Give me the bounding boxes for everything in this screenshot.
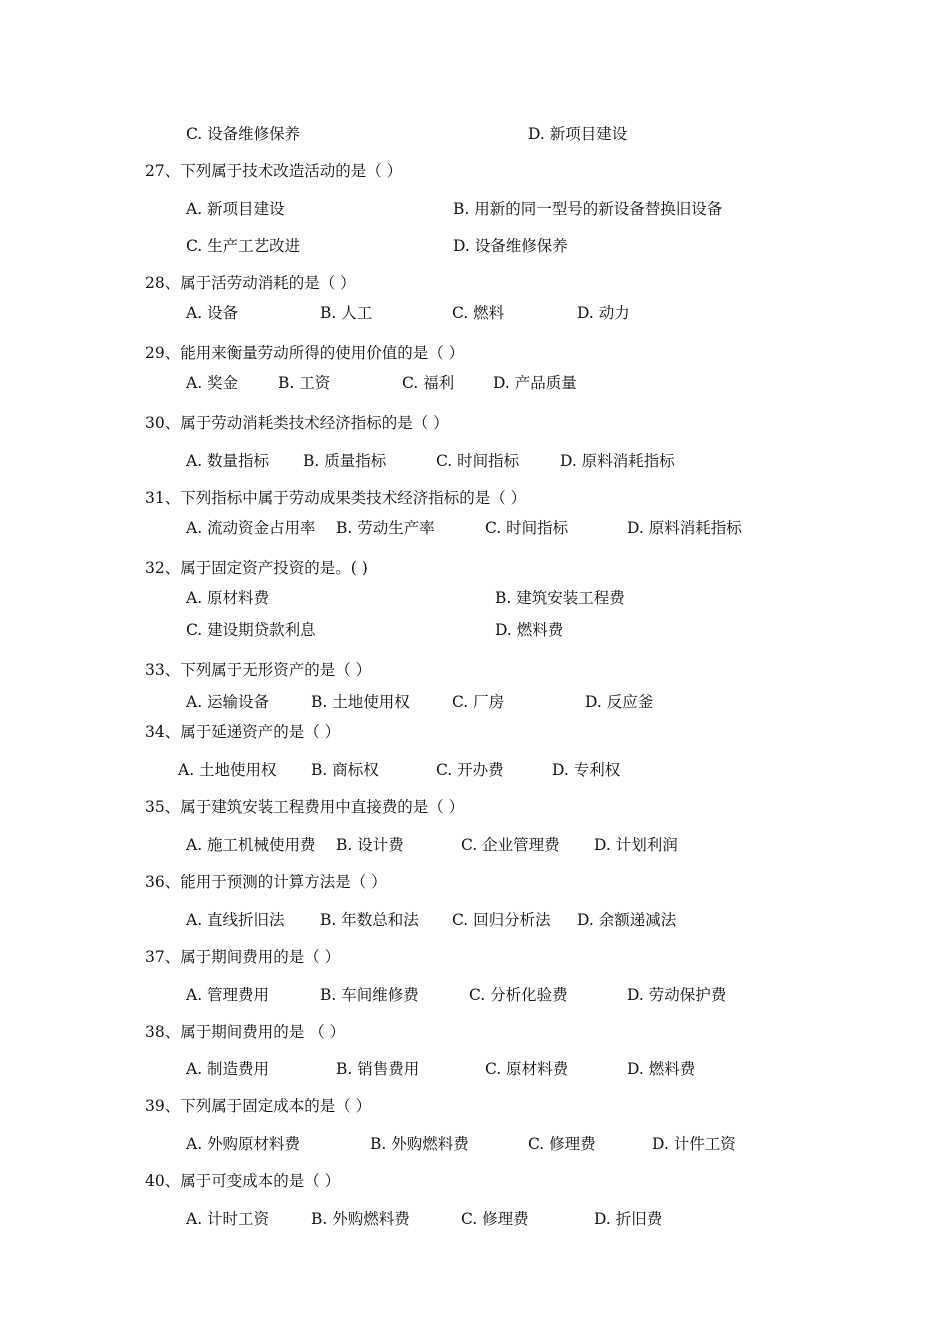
option-a: A. 管理费用 xyxy=(186,986,270,1004)
question-31: 31、下列指标中属于劳动成果类技术经济指标的是（ ） xyxy=(145,489,527,507)
option-d: D. 原料消耗指标 xyxy=(560,452,675,470)
option-b: B. 土地使用权 xyxy=(311,693,410,711)
option-c: C. 设备维修保养 xyxy=(186,125,301,143)
option-c: C. 燃料 xyxy=(452,304,505,322)
option-b: B. 用新的同一型号的新设备替换旧设备 xyxy=(453,200,723,218)
option-c: C. 生产工艺改进 xyxy=(186,237,301,255)
option-b: B. 外购燃料费 xyxy=(370,1135,469,1153)
option-d: D. 反应釜 xyxy=(585,693,654,711)
option-d: D. 计件工资 xyxy=(652,1135,736,1153)
option-b: B. 外购燃料费 xyxy=(311,1210,410,1228)
option-d: D. 燃料费 xyxy=(627,1060,696,1078)
option-c: C. 原材料费 xyxy=(485,1060,569,1078)
question-39: 39、下列属于固定成本的是（ ） xyxy=(145,1097,372,1115)
question-29: 29、能用来衡量劳动所得的使用价值的是（ ） xyxy=(145,344,465,362)
option-c: C. 回归分析法 xyxy=(452,911,551,929)
question-35: 35、属于建筑安装工程费用中直接费的是（ ） xyxy=(145,798,465,816)
option-d: D. 产品质量 xyxy=(493,374,577,392)
question-32: 32、属于固定资产投资的是。( ) xyxy=(145,559,368,577)
option-d: D. 原料消耗指标 xyxy=(627,519,742,537)
option-c: C. 时间指标 xyxy=(436,452,520,470)
option-d: D. 动力 xyxy=(577,304,630,322)
option-b: B. 车间维修费 xyxy=(320,986,419,1004)
option-c: C. 修理费 xyxy=(528,1135,596,1153)
option-c: C. 福利 xyxy=(402,374,455,392)
option-c: C. 开办费 xyxy=(436,761,504,779)
option-b: B. 设计费 xyxy=(336,836,404,854)
option-a: A. 外购原材料费 xyxy=(186,1135,301,1153)
option-d: D. 计划利润 xyxy=(594,836,678,854)
option-a: A. 数量指标 xyxy=(186,452,270,470)
option-b: B. 商标权 xyxy=(311,761,379,779)
option-d: D. 设备维修保养 xyxy=(453,237,568,255)
option-a: A. 计时工资 xyxy=(186,1210,270,1228)
question-34: 34、属于延递资产的是（ ） xyxy=(145,723,341,741)
question-28: 28、属于活劳动消耗的是（ ） xyxy=(145,274,356,292)
option-a: A. 施工机械使用费 xyxy=(186,836,316,854)
option-a: A. 新项目建设 xyxy=(186,200,285,218)
question-30: 30、属于劳动消耗类技术经济指标的是（ ） xyxy=(145,414,449,432)
option-c: C. 修理费 xyxy=(461,1210,529,1228)
question-27: 27、下列属于技术改造活动的是（ ） xyxy=(145,162,403,180)
option-a: A. 运输设备 xyxy=(186,693,270,711)
option-a: A. 土地使用权 xyxy=(178,761,277,779)
option-d: D. 劳动保护费 xyxy=(627,986,727,1004)
question-40: 40、属于可变成本的是（ ） xyxy=(145,1172,341,1190)
option-c: C. 分析化验费 xyxy=(469,986,568,1004)
option-b: B. 人工 xyxy=(320,304,373,322)
option-c: C. 企业管理费 xyxy=(461,836,560,854)
option-b: B. 劳动生产率 xyxy=(336,519,435,537)
option-a: A. 原材料费 xyxy=(186,589,270,607)
option-d: D. 燃料费 xyxy=(495,621,564,639)
option-c: C. 时间指标 xyxy=(485,519,569,537)
option-d: D. 折旧费 xyxy=(594,1210,663,1228)
question-38: 38、属于期间费用的是 （ ） xyxy=(145,1023,346,1041)
option-d: D. 新项目建设 xyxy=(528,125,628,143)
option-c: C. 厂房 xyxy=(452,693,505,711)
option-d: D. 余额递减法 xyxy=(577,911,677,929)
option-b: B. 销售费用 xyxy=(336,1060,420,1078)
option-b: B. 工资 xyxy=(278,374,331,392)
option-a: A. 直线折旧法 xyxy=(186,911,285,929)
question-37: 37、属于期间费用的是（ ） xyxy=(145,948,341,966)
option-a: A. 设备 xyxy=(186,304,239,322)
option-a: A. 制造费用 xyxy=(186,1060,270,1078)
question-36: 36、能用于预测的计算方法是（ ） xyxy=(145,873,387,891)
option-d: D. 专利权 xyxy=(552,761,621,779)
option-b: B. 质量指标 xyxy=(303,452,387,470)
option-b: B. 建筑安装工程费 xyxy=(495,589,625,607)
question-33: 33、下列属于无形资产的是（ ） xyxy=(145,661,372,679)
option-a: A. 奖金 xyxy=(186,374,239,392)
option-a: A. 流动资金占用率 xyxy=(186,519,316,537)
option-b: B. 年数总和法 xyxy=(320,911,419,929)
option-c: C. 建设期贷款利息 xyxy=(186,621,316,639)
